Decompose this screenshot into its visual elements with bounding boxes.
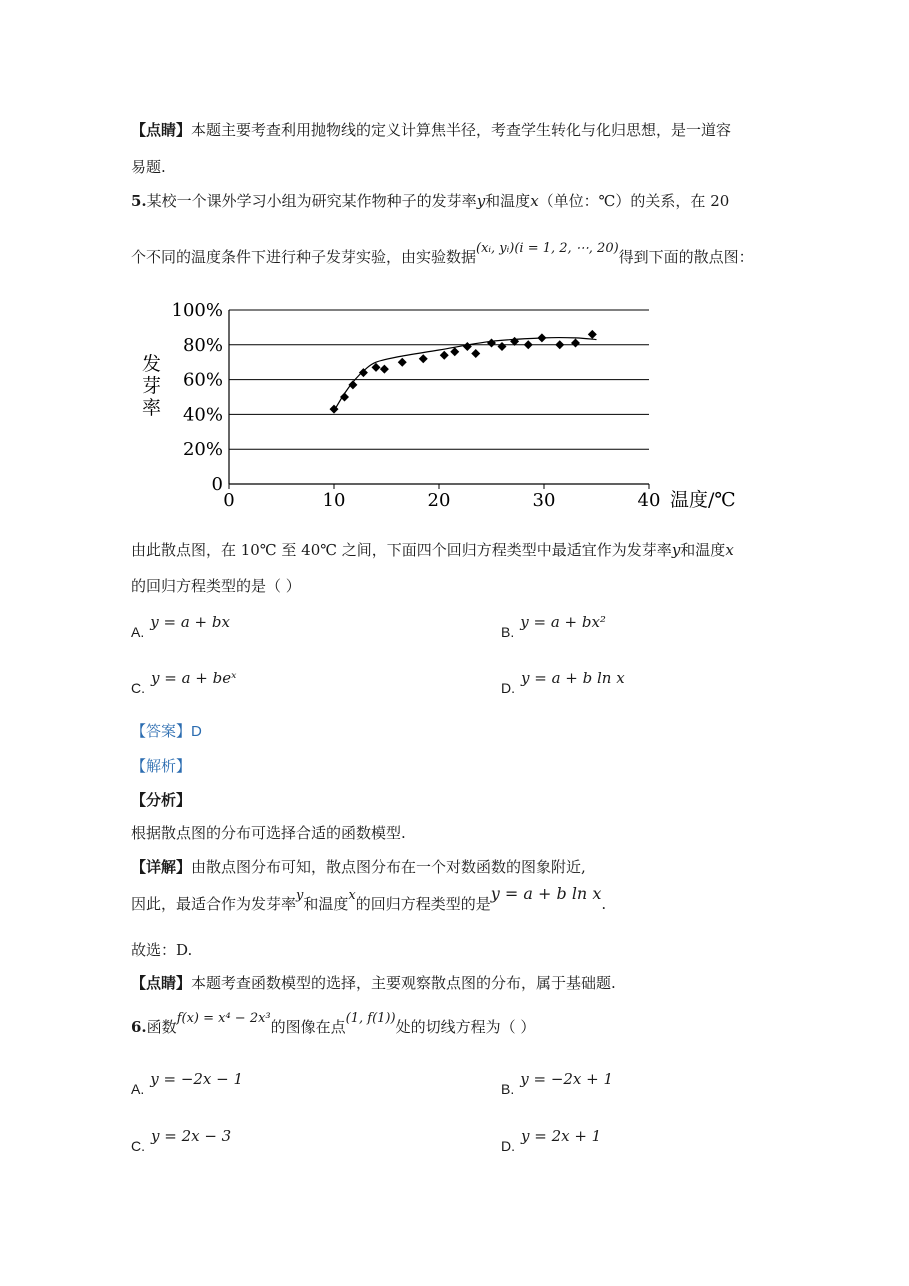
q5-after-x: x (725, 541, 734, 559)
q5-option-b-label: B. (501, 624, 515, 640)
q5-stem1a: 某校一个课外学习小组为研究某作物种子的发芽率 (146, 192, 477, 210)
data-point (398, 358, 407, 367)
detail2b: 和温度 (303, 895, 349, 913)
choose-line: 故选：D. (131, 941, 193, 959)
q6-option-a-eq: y = −2x − 1 (150, 1070, 244, 1088)
y-axis-label: 发芽率 (142, 353, 162, 419)
y-tick-label: 0 (211, 474, 223, 495)
q5-option-a-eq: y = a + bx (150, 613, 230, 631)
data-point (359, 368, 368, 377)
y-tick-label: 80% (182, 334, 223, 356)
data-point (571, 339, 580, 348)
q5-var-y: y (476, 192, 486, 210)
data-point (340, 393, 349, 402)
data-point (555, 340, 564, 349)
q5-stem2a: 个不同的温度条件下进行种子发芽实验，由实验数据 (131, 248, 477, 266)
q6-option-a[interactable] (131, 1070, 244, 1097)
q5-option-c-eq: y = a + beˣ (151, 669, 237, 687)
detail-text: 由散点图分布可知，散点图分布在一个对数函数的图象附近, (191, 858, 586, 876)
q6-option-d[interactable] (501, 1127, 602, 1154)
x-tick-labels (223, 490, 660, 511)
q5-option-a[interactable] (131, 613, 230, 640)
q6-option-c-label: C. (131, 1138, 145, 1154)
q5-answer-line (131, 721, 202, 742)
q5-option-a-label: A. (131, 624, 145, 640)
x-tick-label: 20 (427, 490, 451, 511)
fenxi-tag: 【分析】 (131, 791, 192, 809)
detail2-x: x (348, 888, 356, 903)
detail2-y: y (296, 888, 304, 903)
q6-number: 6. (131, 1018, 147, 1036)
data-point (537, 333, 546, 342)
q5-after-line2: 的回归方程类型的是（ ） (131, 577, 301, 595)
scatter-chart (130, 290, 770, 520)
q5-var-x: x (530, 192, 539, 210)
q5-after1a: 由此散点图，在 10℃ 至 40℃ 之间，下面四个回归方程类型中最适宜作为发芽率 (131, 541, 672, 559)
q6-option-b-eq: y = −2x + 1 (520, 1070, 614, 1088)
detail-tag: 【详解】 (131, 858, 192, 876)
q6-stem (131, 1011, 536, 1039)
q6-option-c-eq: y = 2x − 3 (151, 1127, 232, 1145)
q6-stem-c: 处的切线方程为（ ） (395, 1018, 536, 1036)
detail2a: 因此，最适合作为发芽率 (131, 895, 297, 913)
q6-option-d-eq: y = 2x + 1 (521, 1127, 602, 1145)
q6-stem-b: 的图像在点 (270, 1018, 346, 1036)
y-tick-label: 40% (182, 404, 223, 426)
fenxi-text: 根据散点图的分布可选择合适的函数模型. (131, 824, 406, 842)
data-points (330, 330, 597, 414)
q5-stem-line1 (131, 191, 729, 211)
y-tick-label: 60% (182, 369, 223, 391)
q5-note-tag: 【点睛】 (131, 974, 192, 992)
data-point (498, 342, 507, 351)
q5-after1b: 和温度 (680, 541, 726, 559)
data-point (440, 351, 449, 360)
data-point (487, 339, 496, 348)
q6-point: (1, f(1)) (345, 1011, 396, 1026)
x-tick-label: 0 (223, 490, 235, 511)
q6-option-d-label: D. (501, 1138, 515, 1154)
data-point (380, 365, 389, 374)
q5-note-line (131, 973, 616, 993)
q5-option-d[interactable] (501, 669, 625, 696)
detail2c: 的回归方程类型的是 (355, 895, 491, 913)
prev-note-line1 (131, 120, 731, 140)
data-point (471, 349, 480, 358)
analysis-tag: 【解析】 (131, 757, 192, 775)
chart-grid (229, 310, 649, 489)
q5-option-b[interactable] (501, 613, 606, 640)
q5-data-expr: (xᵢ, yᵢ)(i = 1, 2, ⋯, 20) (476, 241, 619, 256)
q5-option-d-eq: y = a + b ln x (521, 669, 625, 687)
data-point (524, 340, 533, 349)
q6-option-a-label: A. (131, 1081, 145, 1097)
q5-stem-line2 (131, 241, 754, 269)
detail2-eq: y = a + b ln x (490, 884, 602, 903)
detail-line2 (131, 884, 607, 916)
q5-option-c-label: C. (131, 680, 145, 696)
data-point (419, 354, 428, 363)
answer-tag: 【答案】 (131, 722, 192, 740)
q5-stem2b: 得到下面的散点图： (618, 248, 754, 266)
y-tick-label: 20% (182, 439, 223, 461)
q6-stem-a: 函数 (146, 1018, 177, 1036)
answer-value: D (191, 723, 202, 740)
x-tick-label: 40 (637, 490, 661, 511)
data-point (348, 380, 357, 389)
q6-option-b-label: B. (501, 1081, 515, 1097)
q5-stem1c: （单位：℃）的关系，在 20 (538, 192, 730, 210)
q5-after-line1 (131, 540, 734, 560)
detail2-end: . (601, 895, 607, 913)
q5-option-b-eq: y = a + bx² (520, 613, 606, 631)
y-tick-labels (172, 300, 223, 495)
y-tick-label: 100% (171, 300, 223, 321)
prev-note-text1: 本题主要考查利用抛物线的定义计算焦半径，考查学生转化与化归思想，是一道容 (191, 121, 732, 139)
q5-number: 5. (131, 192, 147, 210)
q5-option-d-label: D. (501, 680, 515, 696)
q5-after-y: y (671, 541, 681, 559)
q6-option-c[interactable] (131, 1127, 232, 1154)
q5-note-text: 本题考查函数模型的选择，主要观察散点图的分布，属于基础题. (191, 974, 616, 992)
prev-note-tag: 【点睛】 (131, 121, 192, 139)
q5-stem1b: 和温度 (485, 192, 531, 210)
data-point (450, 347, 459, 356)
data-point (463, 342, 472, 351)
x-axis-label: 温度/℃ (670, 489, 736, 511)
q6-func: f(x) = x⁴ − 2x³ (176, 1011, 271, 1026)
q6-option-b[interactable] (501, 1070, 614, 1097)
q5-option-c[interactable] (131, 669, 237, 696)
prev-note-text2: 易题. (131, 158, 166, 176)
x-tick-label: 30 (532, 490, 556, 511)
detail-line1 (131, 857, 586, 877)
data-point (588, 330, 597, 339)
x-tick-label: 10 (322, 490, 346, 511)
